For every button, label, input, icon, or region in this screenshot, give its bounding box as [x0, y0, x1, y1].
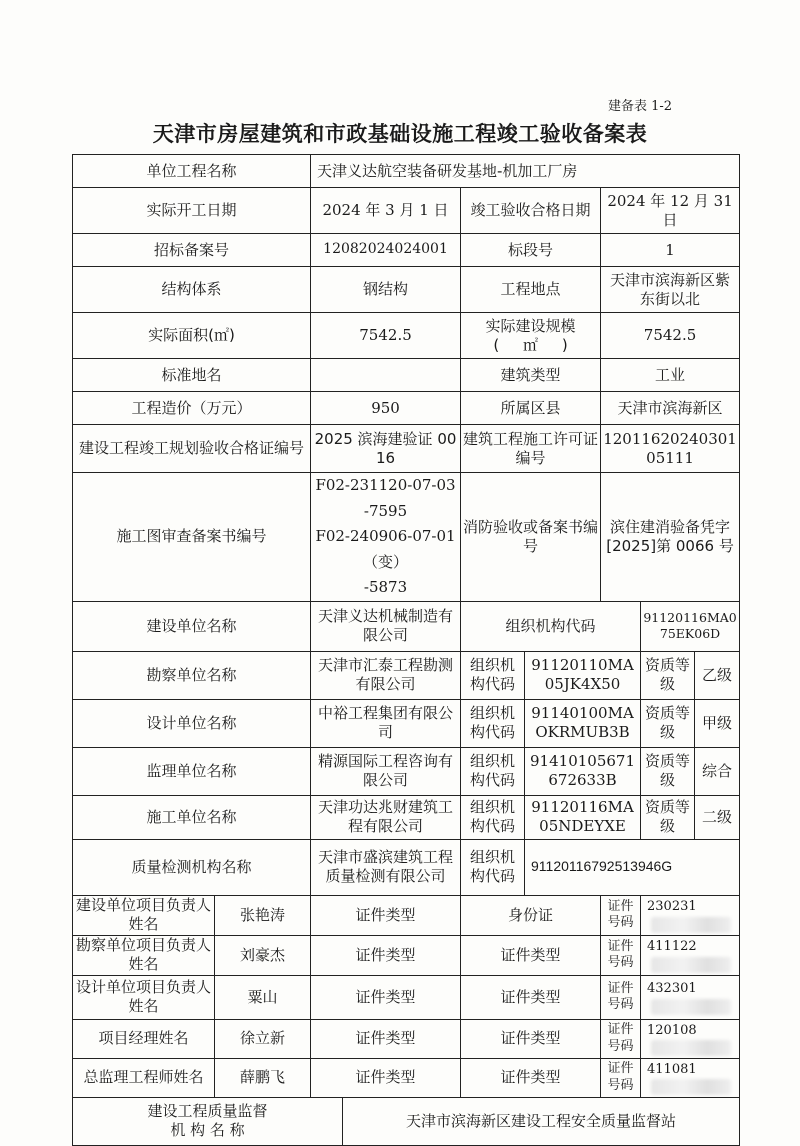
redaction-blur [651, 1040, 731, 1056]
document-code: 建备表 1-2 [608, 99, 673, 114]
label-developer-lead: 建设单位项目负责人姓名 [73, 895, 215, 935]
label-design-org-code: 组织机构代码 [461, 699, 525, 747]
label-supervision-unit: 监理单位名称 [73, 747, 311, 795]
label-survey-qualification: 资质等级 [641, 651, 695, 699]
value-construction-unit-name: 天津功达兆财建筑工程有限公司 [311, 795, 461, 839]
value-developer-lead-id-no [641, 895, 740, 935]
label-project-name: 单位工程名称 [73, 155, 311, 188]
row-dates [73, 188, 740, 234]
label-construction-qualification: 资质等级 [641, 795, 695, 839]
value-project-manager-id-type: 证件类型 [461, 1019, 601, 1058]
drawing-review-line1: F02-231120-07-03-7595 [315, 476, 456, 520]
label-survey-lead: 勘察单位项目负责人姓名 [73, 935, 215, 975]
row-developer [73, 601, 740, 651]
row-construction-unit [73, 795, 740, 839]
label-construction-permit: 建筑工程施工许可证编号 [461, 425, 601, 473]
supervision-station-label-line2: 机 构 名 称 [170, 1121, 245, 1139]
value-construction-org-code: 91120116MA05NDEYXE [525, 795, 641, 839]
value-structure: 钢结构 [311, 267, 461, 313]
value-survey-grade: 乙级 [695, 651, 740, 699]
value-project-manager-name: 徐立新 [215, 1019, 311, 1058]
value-testing-org-code: 91120116792513946G [525, 839, 740, 895]
row-drawing-review [73, 473, 740, 602]
value-supervision-org-code: 91410105671672633B [525, 747, 641, 795]
value-design-lead-name: 粟山 [215, 975, 311, 1019]
label-drawing-review: 施工图审查备案书编号 [73, 473, 311, 602]
value-building-type: 工业 [601, 359, 740, 392]
value-start-date: 2024 年 3 月 1 日 [311, 188, 461, 234]
value-design-unit-name: 中裕工程集团有限公司 [311, 699, 461, 747]
row-design-lead [73, 975, 740, 1019]
label-bid-no: 招标备案号 [73, 234, 311, 267]
label-planning-cert: 建设工程竣工规划验收合格证编号 [73, 425, 311, 473]
value-supervision-grade: 综合 [695, 747, 740, 795]
label-survey-lead-id-no: 证件号码 [601, 935, 641, 975]
row-place-name [73, 359, 740, 392]
label-construction-unit: 施工单位名称 [73, 795, 311, 839]
label-supervision-station [73, 1097, 343, 1145]
row-area [73, 313, 740, 359]
label-structure: 结构体系 [73, 267, 311, 313]
value-project-name: 天津义达航空装备研发基地-机加工厂房 [311, 155, 740, 188]
row-cost [73, 392, 740, 425]
redaction-blur [651, 1079, 731, 1095]
label-construction-org-code: 组织机构代码 [461, 795, 525, 839]
label-chief-supervisor-id-no: 证件号码 [601, 1058, 641, 1097]
label-place-name: 标准地名 [73, 359, 311, 392]
label-developer: 建设单位名称 [73, 601, 311, 651]
label-section-no: 标段号 [461, 234, 601, 267]
label-survey-org-code: 组织机构代码 [461, 651, 525, 699]
label-testing-org-code: 组织机构代码 [461, 839, 525, 895]
value-design-lead-id-no [641, 975, 740, 1019]
row-chief-supervisor [73, 1058, 740, 1097]
value-location: 天津市滨海新区紫东街以北 [601, 267, 740, 313]
value-project-manager-id-no [641, 1019, 740, 1058]
value-section-no: 1 [601, 234, 740, 267]
label-survey-lead-id-type: 证件类型 [311, 935, 461, 975]
value-developer-org-code: 91120116MA075EK06D [641, 601, 740, 651]
row-supervision-unit [73, 747, 740, 795]
value-drawing-review [311, 473, 461, 602]
value-build-scale: 7542.5 [601, 313, 740, 359]
label-chief-supervisor-id-type: 证件类型 [311, 1058, 461, 1097]
value-design-lead-id-type: 证件类型 [461, 975, 601, 1019]
label-design-unit: 设计单位名称 [73, 699, 311, 747]
project-manager-id-prefix: 120108 [647, 1022, 697, 1038]
label-supervision-qualification: 资质等级 [641, 747, 695, 795]
value-survey-lead-id-type: 证件类型 [461, 935, 601, 975]
survey-lead-id-prefix: 411122 [647, 939, 697, 954]
value-survey-lead-id-no [641, 935, 740, 975]
value-developer-lead-id-type: 身份证 [461, 895, 601, 935]
label-chief-supervisor: 总监理工程师姓名 [73, 1058, 215, 1097]
label-fire-acceptance: 消防验收或备案书编号 [461, 473, 601, 602]
value-supervision-unit-name: 精源国际工程咨询有限公司 [311, 747, 461, 795]
redaction-blur [651, 999, 731, 1015]
drawing-review-line3: -5873 [363, 578, 408, 596]
value-developer-name: 天津义达机械制造有限公司 [311, 601, 461, 651]
row-project-manager [73, 1019, 740, 1058]
label-developer-org-code: 组织机构代码 [461, 601, 641, 651]
row-bid [73, 234, 740, 267]
redaction-blur [651, 957, 731, 973]
row-project-name [73, 155, 740, 188]
design-lead-id-prefix: 432301 [647, 981, 697, 996]
row-design-unit [73, 699, 740, 747]
value-construction-permit: 1201162024030105111 [601, 425, 740, 473]
label-start-date: 实际开工日期 [73, 188, 311, 234]
label-build-scale-line1: 实际建设规模 [485, 316, 576, 335]
label-supervision-org-code: 组织机构代码 [461, 747, 525, 795]
row-testing-agency [73, 839, 740, 895]
label-survey-unit: 勘察单位名称 [73, 651, 311, 699]
label-acceptance-date: 竣工验收合格日期 [461, 188, 601, 234]
value-chief-supervisor-id-no [641, 1058, 740, 1097]
value-survey-lead-name: 刘豪杰 [215, 935, 311, 975]
label-project-manager-id-no: 证件号码 [601, 1019, 641, 1058]
value-design-org-code: 91140100MAOKRMUB3B [525, 699, 641, 747]
document-title: 天津市房屋建筑和市政基础设施工程竣工验收备案表 [152, 122, 648, 146]
row-developer-lead [73, 895, 740, 935]
label-design-lead: 设计单位项目负责人姓名 [73, 975, 215, 1019]
label-developer-lead-id-type: 证件类型 [311, 895, 461, 935]
label-cost: 工程造价（万元） [73, 392, 311, 425]
value-supervision-station: 天津市滨海新区建设工程安全质量监督站 [343, 1097, 740, 1145]
value-survey-org-code: 91120110MA05JK4X50 [525, 651, 641, 699]
label-building-type: 建筑类型 [461, 359, 601, 392]
drawing-review-line2: F02-240906-07-01（变） [315, 527, 456, 571]
value-developer-lead-name: 张艳涛 [215, 895, 311, 935]
value-fire-acceptance: 滨住建消验备凭字[2025]第 0066 号 [601, 473, 740, 602]
value-chief-supervisor-name: 薛鹏飞 [215, 1058, 311, 1097]
label-district: 所属区县 [461, 392, 601, 425]
label-design-lead-id-no: 证件号码 [601, 975, 641, 1019]
label-developer-lead-id-no: 证件号码 [601, 895, 641, 935]
label-design-lead-id-type: 证件类型 [311, 975, 461, 1019]
value-design-grade: 甲级 [695, 699, 740, 747]
value-survey-unit-name: 天津市汇泰工程勘测有限公司 [311, 651, 461, 699]
label-testing-agency: 质量检测机构名称 [73, 839, 311, 895]
row-survey-lead [73, 935, 740, 975]
value-cost: 950 [311, 392, 461, 425]
label-build-scale-line2: ( ㎡ ) [493, 335, 568, 354]
supervision-station-label-line1: 建设工程质量监督 [147, 1102, 268, 1121]
label-project-manager-id-type: 证件类型 [311, 1019, 461, 1058]
value-area: 7542.5 [311, 313, 461, 359]
value-chief-supervisor-id-type: 证件类型 [461, 1058, 601, 1097]
value-construction-grade: 二级 [695, 795, 740, 839]
filing-form-table [72, 154, 740, 1146]
label-build-scale [461, 313, 601, 359]
value-district: 天津市滨海新区 [601, 392, 740, 425]
chief-supervisor-id-prefix: 411081 [647, 1061, 697, 1077]
row-supervision-station [73, 1097, 740, 1145]
row-planning-cert [73, 425, 740, 473]
redaction-blur [651, 917, 731, 933]
value-testing-agency-name: 天津市盛滨建筑工程质量检测有限公司 [311, 839, 461, 895]
row-survey-unit [73, 651, 740, 699]
label-design-qualification: 资质等级 [641, 699, 695, 747]
developer-lead-id-prefix: 230231 [647, 899, 697, 914]
label-location: 工程地点 [461, 267, 601, 313]
value-acceptance-date: 2024 年 12 月 31 日 [601, 188, 740, 234]
label-area: 实际面积(㎡) [73, 313, 311, 359]
value-place-name [311, 359, 461, 392]
label-project-manager: 项目经理姓名 [73, 1019, 215, 1058]
row-structure [73, 267, 740, 313]
value-planning-cert: 2025 滨海建验证 0016 [311, 425, 461, 473]
value-bid-no: 12082024024001 [311, 234, 461, 267]
